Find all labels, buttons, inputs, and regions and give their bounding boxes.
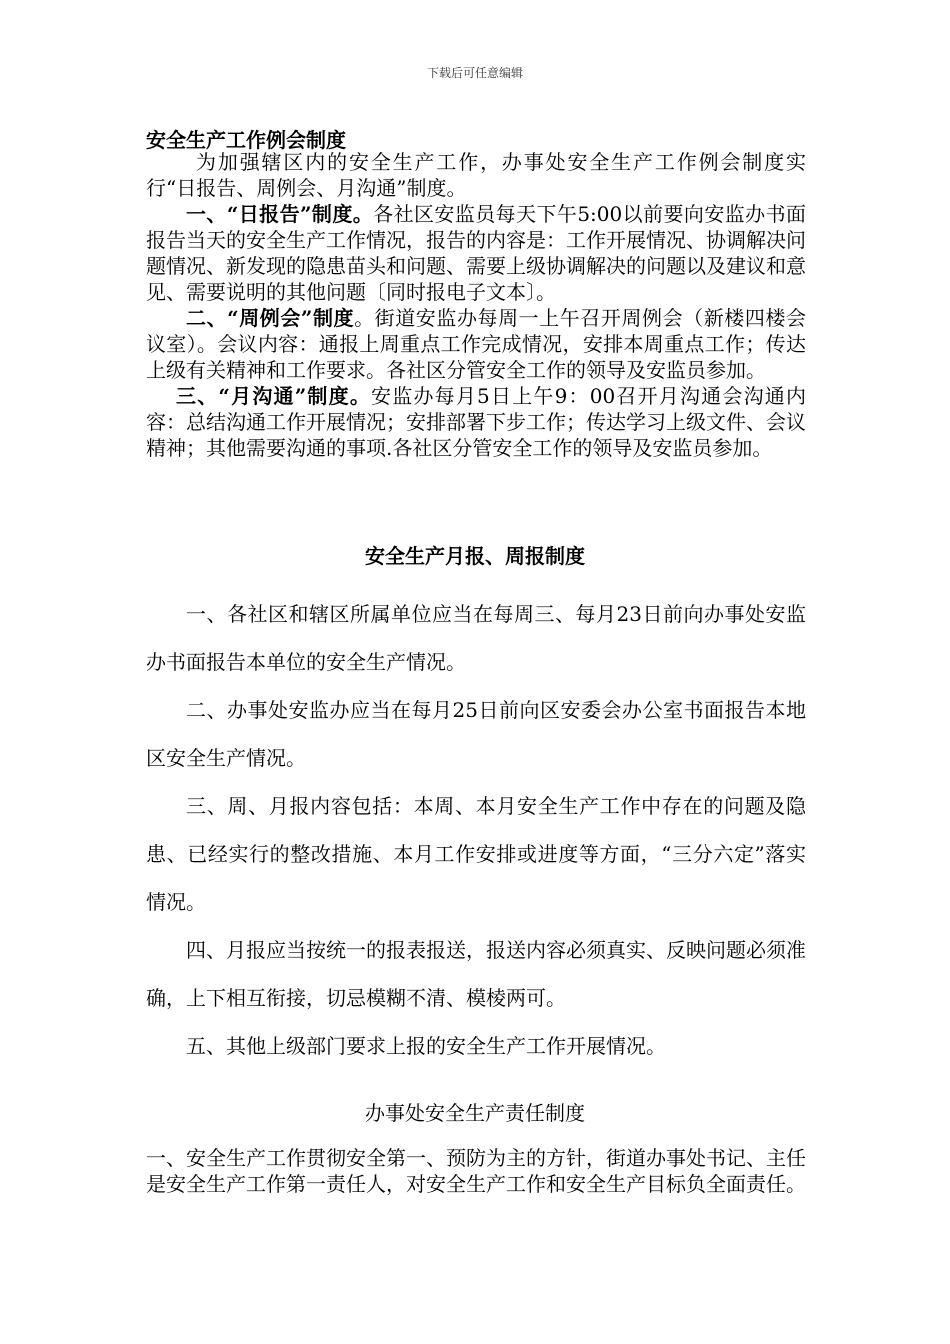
item2-text: 。街道安监办每周一上午召开周例会（新楼四楼会议室）。会议内容：通报上周重点工作完成情况，安排本周重点工作；传达上级有关精神和工作要求。各社区分管安全工作的领导及安监员参加。 [146,306,806,382]
section3-title: 办事处安全生产责任制度 [365,1101,585,1125]
item2-heading: 二、“周例会”制度 [186,306,355,330]
section2-item: 一、各社区和辖区所属单位应当在每周三、每月23日前向办事处安监办书面报告本单位的安全生产情况。 [146,602,806,674]
section2-item: 五、其他上级部门要求上报的安全生产工作开展情况。 [186,1034,666,1058]
section2-item: 二、办事处安监办应当在每月25日前向区安委会办公室书面报告本地区安全生产情况。 [146,698,806,770]
item3-heading: 三、“月沟通”制度。 [176,384,372,408]
section1-intro: 为加强辖区内的安全生产工作，办事处安全生产工作例会制度实行“日报告、周例会、月沟通”制度。 [146,150,806,200]
section3-item1: 一、安全生产工作贯彻安全第一、预防为主的方针，街道办事处书记、主任是安全生产工作第一责任人，对安全生产工作和安全生产目标负全面责任。 [146,1146,806,1196]
item1-heading: 一、“日报告”制度。 [186,202,374,226]
item1-text: 各社区安监员每天下午5:00以前要向安监办书面报告当天的安全生产工作情况，报告的内容是：工作开展情况、协调解决问题情况、新发现的隐患苗头和问题、需要上级协调解决的问题以及建议和意见、需要说明的其他问题〔同时报电子文本〕。 [146,202,806,304]
section2-item: 四、月报应当按统一的报表报送，报送内容必须真实、反映问题必须准确，上下相互衔接，切忌模糊不清、模棱两可。 [146,938,806,1010]
section1-item1 [146,201,806,305]
item3-text: 安监办每月5日上午9：00召开月沟通会沟通内容：总结沟通工作开展情况；安排部署下步工作；传达学习上级文件、会议精神；其他需要沟通的事项.各社区分管安全工作的领导及安监员参加。 [146,384,806,460]
header-note: 下载后可任意编辑 [426,66,523,80]
section1-item3 [146,383,806,461]
section1-body [146,149,806,461]
section1-item2 [146,305,806,383]
section3-body [146,1145,806,1197]
section2-item: 三、周、月报内容包括：本周、本月安全生产工作中存在的问题及隐患、已经实行的整改措施、本月工作安排或进度等方面，“三分六定”落实情况。 [146,794,806,914]
section1-title: 安全生产工作例会制度 [146,128,346,152]
section2-body [146,590,806,1070]
section2-title: 安全生产月报、周报制度 [365,544,585,568]
